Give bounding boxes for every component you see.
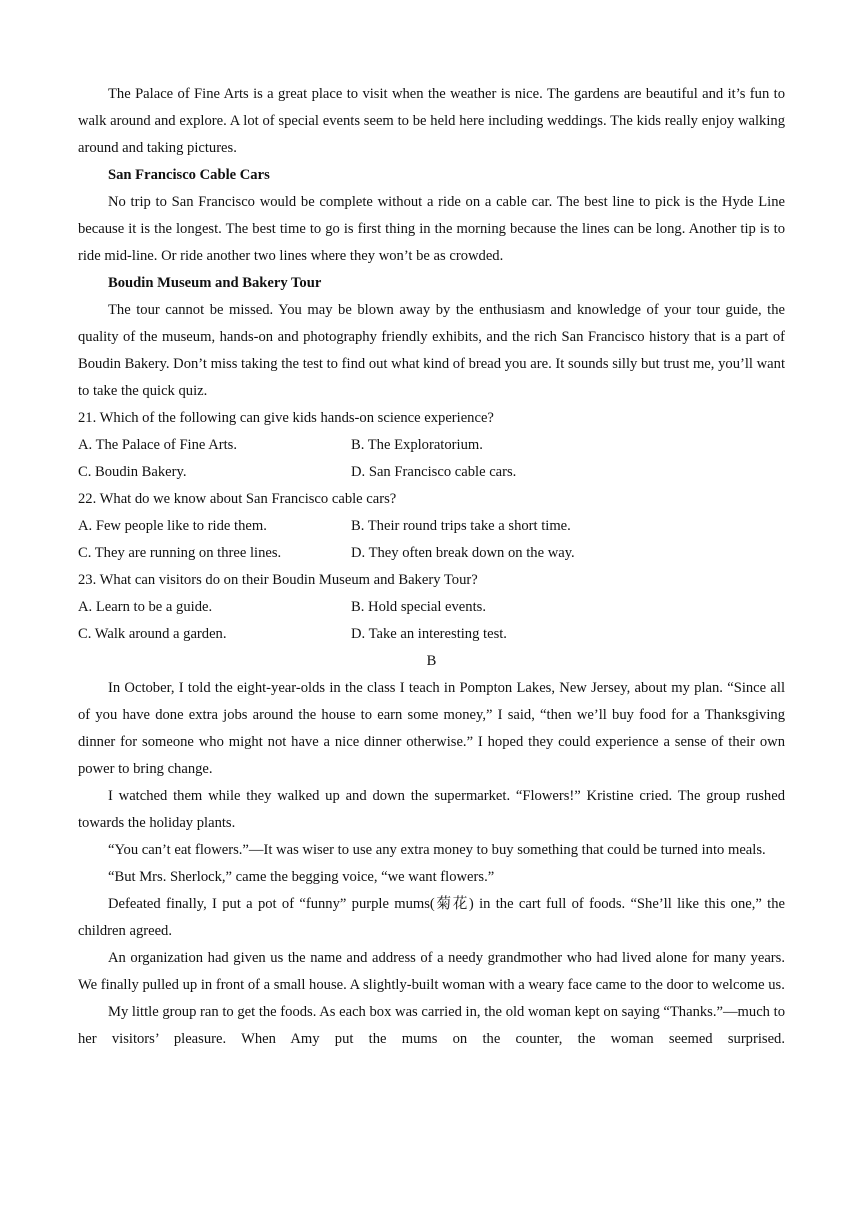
question-21-stem: 21. Which of the following can give kids hands-on science experience? bbox=[78, 410, 494, 426]
question-23-options-row-2 bbox=[78, 621, 785, 648]
question-21-option-d: D. San Francisco cable cars. bbox=[351, 464, 517, 480]
question-23-options-row-1 bbox=[78, 594, 785, 621]
question-22-option-b: B. Their round trips take a short time. bbox=[351, 518, 571, 534]
question-21-options-row-2 bbox=[78, 459, 785, 486]
question-22-options-row-1 bbox=[78, 513, 785, 540]
question-23-option-a: A. Learn to be a guide. bbox=[78, 599, 213, 615]
paragraph-b-5: Defeated finally, I put a pot of “funny” purple mums(菊花) in the cart full of foods. “She’ll like this one,” the children agreed. bbox=[78, 896, 785, 939]
question-21-option-c: C. Boudin Bakery. bbox=[78, 464, 187, 480]
paragraph-b-4: “But Mrs. Sherlock,” came the begging voice, “we want flowers.” bbox=[108, 869, 495, 885]
paragraph-b-3: “You can’t eat flowers.”—It was wiser to use any extra money to buy something that could be turned into meals. bbox=[108, 842, 766, 858]
question-21-options-row-1 bbox=[78, 432, 785, 459]
heading-cable-cars: San Francisco Cable Cars bbox=[108, 167, 270, 183]
question-23-option-b: B. Hold special events. bbox=[351, 599, 486, 615]
question-23-option-c: C. Walk around a garden. bbox=[78, 626, 227, 642]
question-22-stem: 22. What do we know about San Francisco cable cars? bbox=[78, 491, 397, 507]
question-23-stem: 23. What can visitors do on their Boudin Museum and Bakery Tour? bbox=[78, 572, 478, 588]
question-22-option-a: A. Few people like to ride them. bbox=[78, 518, 267, 534]
question-23-option-d: D. Take an interesting test. bbox=[351, 626, 507, 642]
question-21-option-a: A. The Palace of Fine Arts. bbox=[78, 437, 238, 453]
paragraph-b-7: My little group ran to get the foods. As each box was carried in, the old woman kept on saying “Thanks.”—much to her visitors’ pleasure. When Amy put the mums on the counter, the woman seemed surprised. bbox=[78, 1004, 785, 1047]
paragraph-b-2: I watched them while they walked up and down the supermarket. “Flowers!” Kristine cried. The group rushed towards the holiday plants. bbox=[78, 788, 785, 831]
page-content bbox=[78, 81, 785, 1053]
paragraph-b-1: In October, I told the eight-year-olds in the class I teach in Pompton Lakes, New Jersey, about my plan. “Since all of you have done extra jobs around the house to earn some money,” I said, “then we’ll buy food for a Thanksgiving dinner for someone who might not have a nice dinner otherwise.” I hoped they could experience a sense of their own power to bring change. bbox=[78, 680, 785, 777]
heading-boudin-tour: Boudin Museum and Bakery Tour bbox=[108, 275, 322, 291]
question-21-option-b: B. The Exploratorium. bbox=[351, 437, 483, 453]
paragraph-boudin-tour: The tour cannot be missed. You may be blown away by the enthusiasm and knowledge of your tour guide, the quality of the museum, hands-on and photography friendly exhibits, and the rich San Francisco history that is a part of Boudin Bakery. Don’t miss taking the test to find out what kind of bread you are. It sounds silly but trust me, you’ll want to take the quick quiz. bbox=[78, 302, 785, 399]
question-22-option-d: D. They often break down on the way. bbox=[351, 545, 575, 561]
section-b-label: B bbox=[426, 653, 437, 669]
paragraph-b-6: An organization had given us the name and address of a needy grandmother who had lived alone for many years. We finally pulled up in front of a small house. A slightly-built woman with a weary face came to the door to welcome us. bbox=[78, 950, 785, 993]
paragraph-cable-cars: No trip to San Francisco would be complete without a ride on a cable car. The best line to pick is the Hyde Line because it is the longest. The best time to go is first thing in the morning because the lines can be long. Another tip is to ride mid-line. Or ride another two lines where they won’t be as crowded. bbox=[78, 194, 785, 264]
paragraph-palace: The Palace of Fine Arts is a great place to visit when the weather is nice. The gardens are beautiful and it’s fun to walk around and explore. A lot of special events seem to be held here including weddings. The kids really enjoy walking around and taking pictures. bbox=[78, 86, 785, 156]
question-22-option-c: C. They are running on three lines. bbox=[78, 545, 282, 561]
question-22-options-row-2 bbox=[78, 540, 785, 567]
